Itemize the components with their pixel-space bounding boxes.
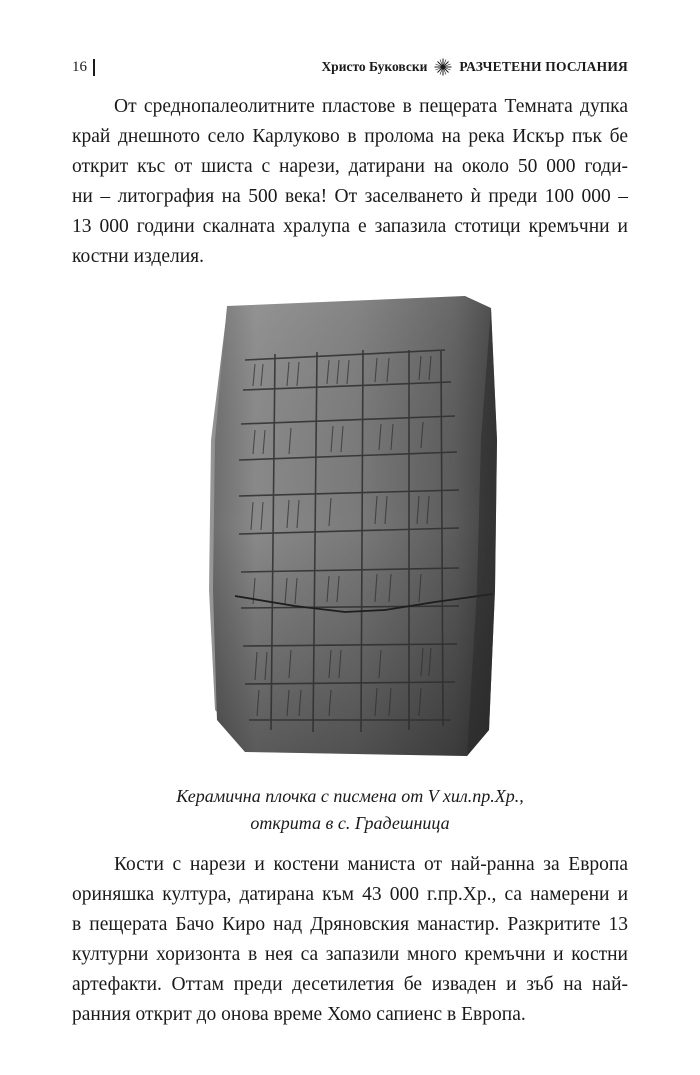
caption-line: Керамична плочка с писмена от V хил.пр.Хр., bbox=[176, 786, 524, 806]
text-line: в пещерата Бачо Киро над Дряновския манастир. Разкритите 13 bbox=[72, 914, 628, 935]
page-number: 16 bbox=[72, 58, 87, 75]
running-title bbox=[321, 58, 628, 76]
caption-line: открита в с. Градешница bbox=[250, 813, 450, 833]
clay-tablet-photo bbox=[205, 290, 503, 760]
text-line: културни хоризонта в нея са запазили много кремъчни и костни bbox=[72, 944, 628, 965]
figure-caption bbox=[72, 783, 628, 837]
text-line: край днешното село Карлуково в пролома на река Искър пък бе bbox=[72, 126, 628, 147]
running-header bbox=[72, 56, 628, 78]
star-icon bbox=[434, 58, 452, 76]
text-line: ни – литография на 500 века! От заселването ѝ преди 100 000 – bbox=[72, 186, 628, 207]
text-line: Кости с нарези и костени маниста от най-ранна за Европа bbox=[114, 854, 628, 875]
text-line: открит къс от шиста с нарези, датирани на около 50 000 годи- bbox=[72, 156, 628, 177]
page-number-divider bbox=[93, 59, 95, 76]
text-line: ориняшка култура, датирана към 43 000 г.пр.Хр., са намерени и bbox=[72, 884, 628, 905]
text-line: костни изделия. bbox=[72, 246, 205, 267]
text-line: артефакти. Оттам преди десетилетия бе изваден и зъб на най- bbox=[72, 974, 628, 995]
paragraph-cave-temnata-dupka bbox=[72, 92, 628, 272]
paragraph-cave-bacho-kiro bbox=[72, 850, 628, 1030]
book-title: РАЗЧЕТЕНИ ПОСЛАНИЯ bbox=[459, 59, 628, 74]
text-line: 13 000 години скалната хралупа е запазила стотици кремъчни и bbox=[72, 216, 628, 237]
author-name: Христо Буковски bbox=[321, 59, 428, 74]
text-line: ранния открит до онова време Хомо сапиенс в Европа. bbox=[72, 1004, 526, 1025]
text-line: От среднопалеолитните пластове в пещерата Темната дупка bbox=[114, 96, 628, 117]
page-number-block bbox=[72, 59, 95, 76]
